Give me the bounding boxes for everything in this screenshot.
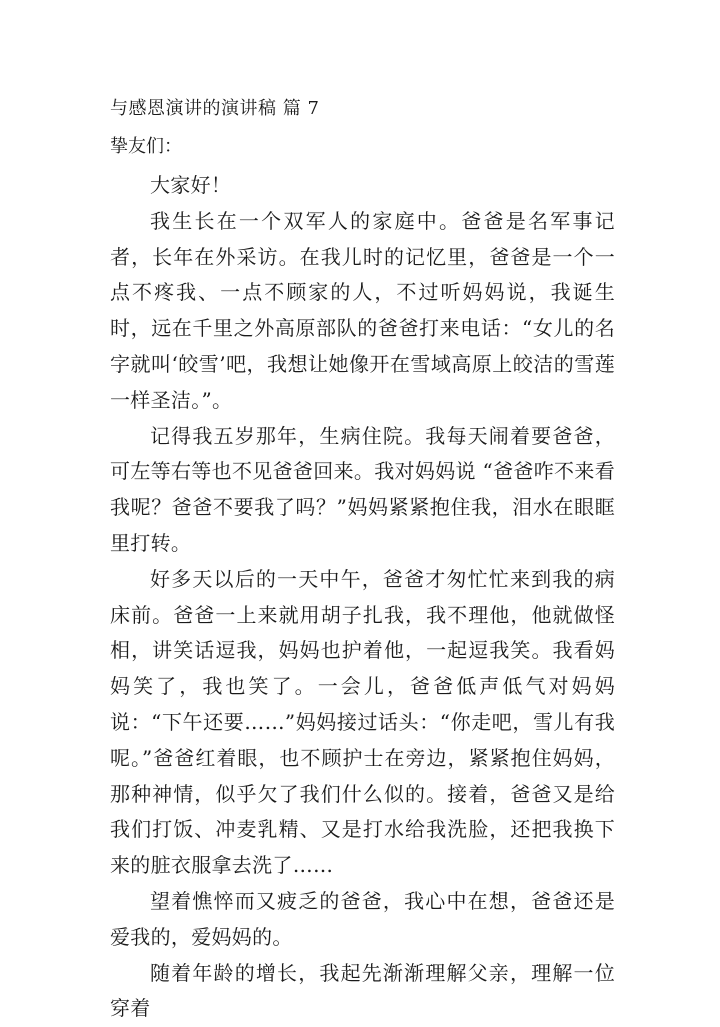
- paragraph: 随着年龄的增长，我起先渐渐理解父亲，理解一位穿着: [110, 960, 615, 1021]
- paragraph: 好多天以后的一天中午，爸爸才匆忙忙来到我的病床前。爸爸一上来就用胡子扎我，我不理他，他就做怪相，讲笑话逗我，妈妈也护着他，一起逗我笑。我看妈妈笑了，我也笑了。一会儿，爸爸低声低气对妈妈说：“下午还要……”妈妈接过话头：“你走吧，雪儿有我呢。”爸爸红着眼，也不顾护士在旁边，紧紧抱住妈妈，那种神情，似乎欠了我们什么似的。接着，爸爸又是给我们打饭、冲麦乳精、又是打水给我洗脸，还把我换下来的脏衣服拿去洗了……: [110, 566, 615, 878]
- paragraph: 望着憔悴而又疲乏的爸爸，我心中在想，爸爸还是爱我的，爱妈妈的。: [110, 888, 615, 949]
- paragraph-greeting: 大家好！: [150, 173, 232, 197]
- document-body: [110, 168, 615, 1027]
- salutation: 挚友们：: [110, 136, 182, 157]
- paragraph: 我生长在一个双军人的家庭中。爸爸是名军事记者，长年在外采访。在我儿时的记忆里，爸爸是一个一点不疼我、一点不顾家的人，不过听妈妈说，我诞生时，远在千里之外高原部队的爸爸打来电话：“女儿的名字就叫‘皎雪’吧，我想让她像开在雪域高原上皎洁的雪莲一样圣洁。”。: [110, 208, 615, 412]
- document-title: 与感恩演讲的演讲稿 篇 7: [110, 98, 320, 119]
- paragraph: 记得我五岁那年，生病住院。我每天闹着要爸爸，可左等右等也不见爸爸回来。我对妈妈说 “爸爸咋不来看我呢？爸爸不要我了吗？”妈妈紧紧抱住我，泪水在眼眶里打转。: [110, 423, 615, 555]
